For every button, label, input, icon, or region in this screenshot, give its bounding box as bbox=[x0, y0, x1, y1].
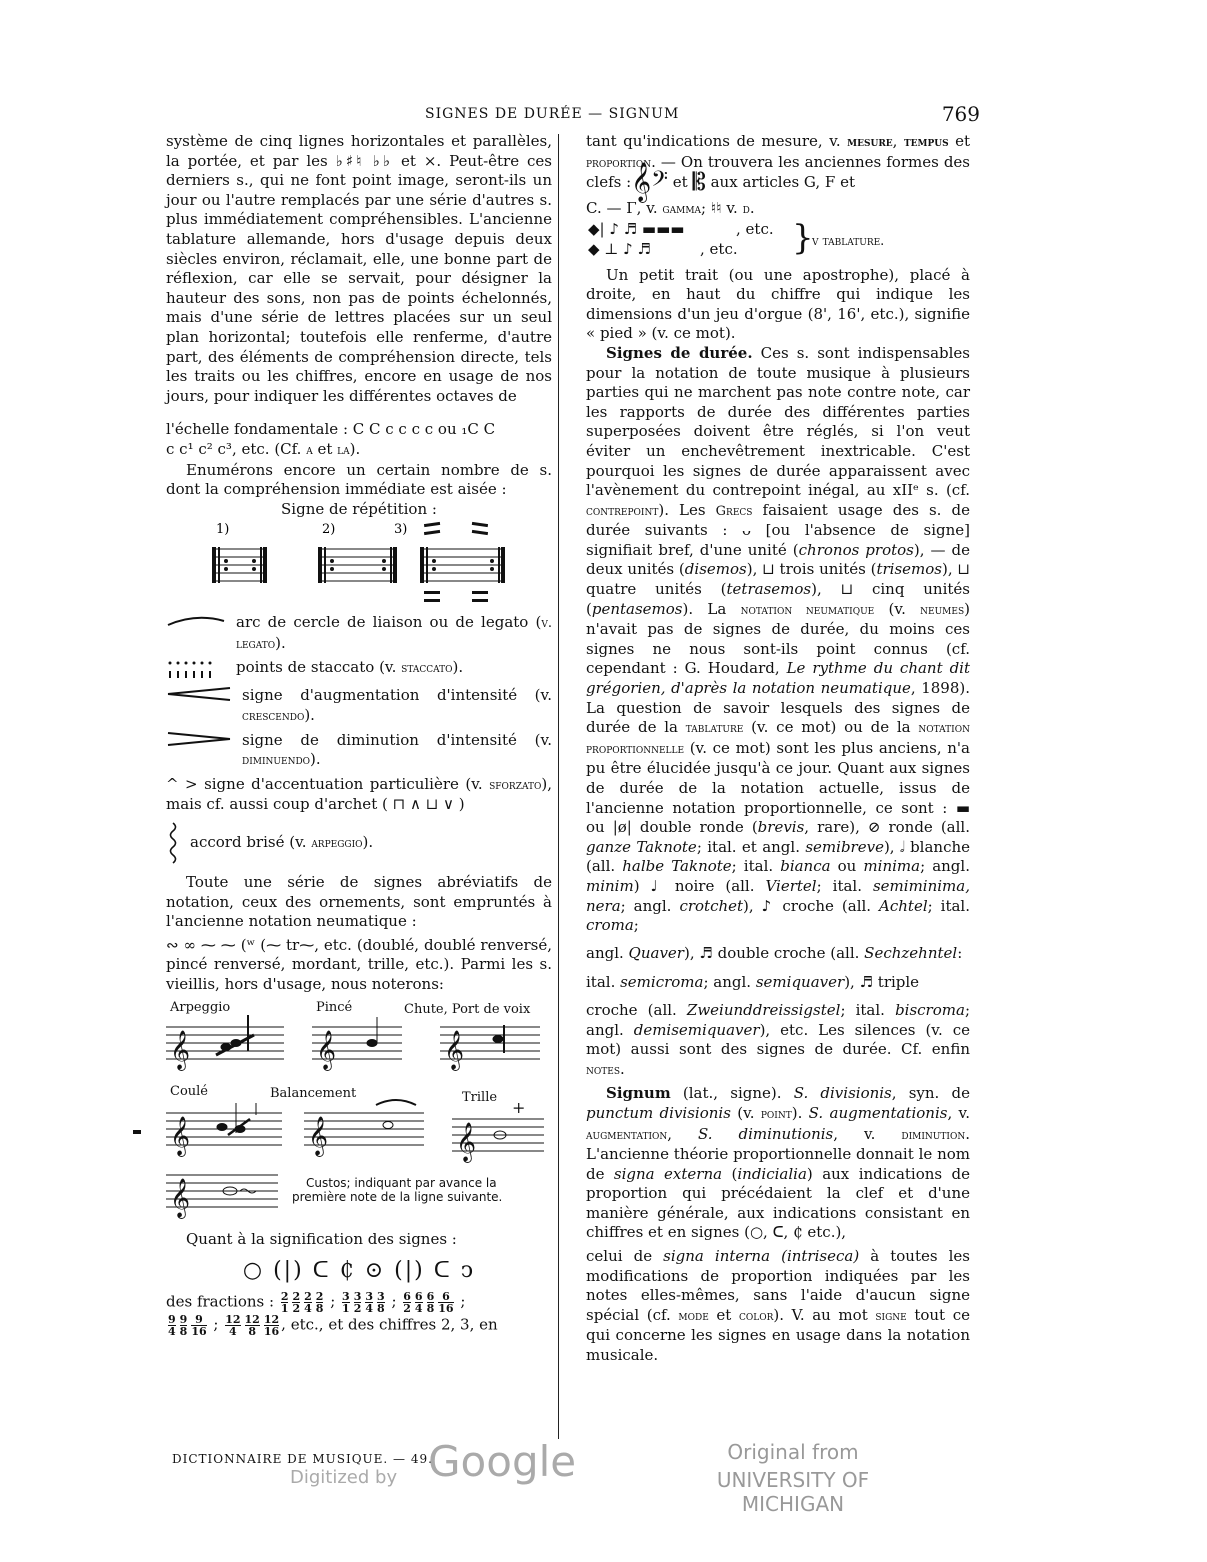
term: tetrasemos bbox=[726, 580, 812, 599]
legato-arc-icon bbox=[166, 613, 226, 627]
text: C. — Γ, v. bbox=[586, 198, 663, 217]
text: signe d'accentuation particulière (v. bbox=[204, 774, 490, 793]
text: et bbox=[312, 439, 338, 458]
term: Sechzehntel bbox=[864, 943, 958, 962]
fraction: $\frac{6}{8}$ bbox=[426, 1289, 435, 1315]
text: ; angl. bbox=[703, 973, 756, 992]
term: Viertel bbox=[765, 876, 817, 895]
crescendo-entry bbox=[166, 686, 552, 726]
footer-signature: DICTIONNAIRE DE MUSIQUE. — 49. bbox=[172, 1452, 433, 1466]
term: semibreve bbox=[805, 837, 884, 856]
left-column bbox=[166, 132, 552, 1337]
book-title: Le rythme du chant dit grégorien, d'après la notation neumatique bbox=[586, 659, 970, 698]
repeat-heading: Signe de répétition : bbox=[281, 499, 437, 518]
accent-icon: ^ > bbox=[166, 774, 205, 793]
text: ou bbox=[830, 857, 864, 876]
term: chronos protos bbox=[798, 540, 914, 559]
text: ; angl. bbox=[620, 896, 680, 915]
text: ; ital. bbox=[840, 1000, 896, 1019]
treble-clef-icon: 𝄞 bbox=[308, 1115, 329, 1156]
text: ) n'avait pas de signes de durée, du moins ces signes ne nous sont-ils point connus (cf. cependant : G. Houdard, bbox=[586, 599, 970, 678]
rep-label-2: 2) bbox=[322, 522, 336, 538]
ref-crescendo: crescendo bbox=[242, 709, 305, 725]
treble-clef-icon: 𝄞 bbox=[170, 1029, 191, 1070]
term: halbe Taknote bbox=[622, 857, 732, 876]
treble-clef-icon: 𝄞 bbox=[444, 1029, 465, 1070]
tab-etc-2: , etc. bbox=[700, 239, 738, 258]
ref-diminution: diminution bbox=[901, 1127, 966, 1143]
arpeggio-text: accord brisé (v. arpeggio). bbox=[190, 833, 374, 852]
sforzato-entry bbox=[166, 775, 552, 815]
ref-color: color bbox=[738, 1308, 774, 1324]
text: c c¹ c² c³, etc. (Cf. bbox=[166, 439, 307, 458]
text: ), 𝅗𝅥 blanche (all. bbox=[586, 837, 971, 876]
term: S. divisionis bbox=[793, 1084, 892, 1103]
diminuendo-hairpin-icon bbox=[166, 731, 232, 747]
ref-diminuendo: diminuendo bbox=[242, 753, 311, 769]
ornaments-figure bbox=[166, 995, 552, 1230]
text: tant qu'indications de mesure, v. bbox=[586, 132, 848, 150]
ref-tempus: tempus bbox=[903, 135, 949, 150]
fraction: $\frac{3}{2}$ bbox=[353, 1289, 362, 1315]
text: (lat., signe). bbox=[670, 1084, 794, 1103]
margin-mark bbox=[133, 1130, 141, 1134]
diminuendo-entry bbox=[166, 731, 552, 771]
staccato-dots-icon bbox=[166, 658, 226, 682]
fraction: $\frac{6}{2}$ bbox=[403, 1289, 411, 1315]
term: minima bbox=[863, 857, 921, 876]
f-clef-icon: 𝄢 bbox=[651, 167, 668, 198]
left-paragraph-2b bbox=[166, 440, 552, 461]
fractions-line bbox=[166, 1291, 552, 1314]
watermark-line-1: Original from bbox=[727, 1440, 859, 1464]
right-paragraph-4 bbox=[586, 344, 970, 936]
ref-mesure: mesure bbox=[847, 135, 893, 150]
right-line-semiquaver bbox=[586, 973, 970, 993]
right-paragraph-9 bbox=[586, 1247, 970, 1366]
text: et bbox=[948, 132, 970, 150]
crescendo-hairpin-icon bbox=[166, 686, 232, 702]
text: ). bbox=[791, 1103, 809, 1122]
ref-sforzato: sforzato bbox=[489, 777, 542, 793]
rep-label-1: 1) bbox=[216, 522, 230, 538]
custos-caption: Custos; indiquant par avance la première note de la ligne suivante. bbox=[292, 1175, 503, 1204]
ref-augmentation: augmentation bbox=[586, 1127, 668, 1143]
tablature-signs-icon: ◆ ⊥ ♪ ♬ bbox=[588, 239, 651, 258]
c-clef-icon: 𝄡 bbox=[692, 168, 706, 197]
fraction: $\frac{12}{8}$ bbox=[244, 1312, 260, 1338]
fraction-list: $\frac{9}{4}$ $\frac{9}{8}$ $\frac{9}{16}$ ; $\frac{12}{4}$ $\frac{12}{8}$ $\frac{12}{16}$ , bbox=[168, 1312, 286, 1338]
scale-line: l'échelle fondamentale : C C c c c c ou ₁C C bbox=[166, 420, 496, 439]
right-paragraph-7 bbox=[586, 1001, 970, 1080]
fraction: $\frac{3}{4}$ bbox=[365, 1289, 374, 1315]
text: à toutes les modifications de proportion indiquées par les notes elles-mêmes, sans l'aide d'aucun signe spécial (cf. bbox=[586, 1247, 970, 1324]
page-header bbox=[160, 104, 980, 130]
ref-d: d bbox=[742, 201, 750, 217]
ref-tablature: v tablature. bbox=[812, 233, 885, 249]
fraction: $\frac{2}{4}$ bbox=[304, 1289, 312, 1315]
ref-mode: mode bbox=[678, 1308, 709, 1324]
ref-staccato: staccato bbox=[401, 661, 453, 677]
text: , rare), ⊘ ronde (all. bbox=[804, 818, 970, 837]
fraction: $\frac{2}{1}$ bbox=[280, 1289, 289, 1315]
fractions-line-2 bbox=[166, 1314, 552, 1337]
text: croche (all. bbox=[586, 1000, 687, 1019]
text: ; ♮♮ v. bbox=[701, 198, 743, 217]
text: ), ⊔ trois unités ( bbox=[746, 560, 877, 579]
fraction: $\frac{3}{8}$ bbox=[377, 1289, 385, 1315]
term: semicroma bbox=[620, 973, 704, 992]
left-paragraph-3: Enumérons encore un certain nombre de s. dont la compréhension immédiate est aisée : bbox=[166, 460, 552, 499]
term: demisemiquaver bbox=[633, 1020, 760, 1039]
ref-signe: signe bbox=[875, 1308, 907, 1324]
brace-icon: } bbox=[792, 217, 814, 258]
term: pentasemos bbox=[591, 599, 683, 618]
ref-tablature: tablature bbox=[685, 721, 744, 737]
left-paragraph-5: Quant à la signification des signes : bbox=[186, 1229, 457, 1248]
text: faisaient usage des s. de durée suivants : ᴗ [ou l'absence de signe] signifiait bref, d'une unité ( bbox=[586, 500, 970, 559]
fraction: $\frac{9}{8}$ bbox=[179, 1312, 188, 1338]
entry-title: Signum bbox=[606, 1084, 671, 1103]
ref-proportion: proportion bbox=[586, 155, 652, 171]
tablature-figure bbox=[586, 217, 970, 264]
ref-notes: notes bbox=[586, 1062, 620, 1078]
term: signa interna (intriseca) bbox=[663, 1247, 860, 1266]
text: ; ital. bbox=[731, 857, 781, 876]
fig-label-arpeggio: Arpeggio bbox=[170, 999, 231, 1015]
text: (v. bbox=[874, 599, 921, 618]
text: celui de bbox=[586, 1247, 664, 1266]
svg-text:+: + bbox=[512, 1097, 526, 1117]
fraction: $\frac{6}{4}$ bbox=[414, 1289, 423, 1315]
entry-title: Signes de durée. bbox=[606, 343, 753, 362]
fraction: $\frac{9}{16}$ bbox=[191, 1312, 207, 1338]
text: ; ital. et angl. bbox=[696, 837, 806, 856]
term: disemos bbox=[684, 560, 747, 579]
fractions-label: des fractions : bbox=[166, 1292, 275, 1311]
text: ( bbox=[722, 1164, 738, 1183]
treble-clef-icon: 𝄞 bbox=[170, 1115, 191, 1156]
term: Quaver bbox=[628, 943, 684, 962]
ornaments-line: ∾ ∞ ⁓ ⁓ (ʷ (⁓ tr⁓, etc. (doublé, doublé renversé, pincé renversé, mordant, trille, etc.). Parmi les s. vieillis, hors d'usage, nous noterons: bbox=[166, 935, 552, 993]
term: Zweiunddreissigstel bbox=[686, 1000, 841, 1019]
ref-point: point bbox=[760, 1106, 792, 1122]
text: ) aux indications de proportion qui précédaient la clef et d'une manière générale, aux indications consistant en chiffres et en signes (○, ᑕ, ₵ etc.), bbox=[586, 1164, 971, 1242]
term: minim bbox=[586, 876, 634, 895]
fraction: $\frac{2}{8}$ bbox=[315, 1289, 324, 1315]
fig-label-chute: Chute, Port de voix bbox=[404, 1001, 531, 1017]
text: ital. bbox=[586, 973, 621, 992]
original-from-watermark bbox=[668, 1440, 918, 1516]
ref-la: la bbox=[337, 442, 350, 458]
ref-legato: v. legato bbox=[236, 616, 552, 652]
legato-entry bbox=[166, 613, 552, 654]
text: ; ital. bbox=[816, 876, 873, 895]
text: ). La bbox=[682, 599, 741, 618]
text: Ces s. sont indispensables pour la notation de toute musique à plusieurs parties qui ne marchent pas note contre note, car les rapports de durée des différentes parties superposées doivent être réglés, si l'on veut éviter un enchevêtrement inextricable. C'est pourquoi les signes de durée apparaissent avec l'avènement du contrepoint inégal, au xIIᵉ s. (cf. bbox=[586, 343, 970, 500]
tab-etc-1: , etc. bbox=[736, 219, 774, 238]
text: aux articles G, F et bbox=[705, 173, 855, 192]
term: punctum divisionis bbox=[586, 1103, 731, 1122]
text: ). V. au mot bbox=[773, 1305, 876, 1324]
text: ), ⊔ cinq unités ( bbox=[586, 580, 970, 618]
ref-neum: notation neumatique bbox=[740, 602, 875, 618]
repeat-signs-figure bbox=[166, 519, 552, 609]
legato-text: arc de cercle de liaison ou de legato (v. legato). bbox=[236, 613, 552, 652]
left-paragraph-4: Toute une série de signes abréviatifs de notation, ceux des ornements, sont empruntés à l'ancienne notation neumatique : bbox=[166, 873, 552, 931]
page-number: 769 bbox=[941, 102, 980, 126]
fraction-list: $\frac{2}{1}$ $\frac{2}{2}$ $\frac{2}{4}$ $\frac{2}{8}$ ; $\frac{3}{1}$ $\frac{3}{2}$ $\frac{3}{4}$ $\frac{3}{8}$ ; $\frac{6}{2}$ $\frac{6}{4}$ $\frac{6}{8}$ $\frac{6}{16}$ ; bbox=[280, 1289, 466, 1315]
term: indicialia bbox=[737, 1164, 807, 1183]
treble-clef-icon: 𝄞 bbox=[170, 1177, 191, 1218]
ref-gamma: gamma bbox=[662, 201, 702, 217]
text: ; bbox=[633, 916, 639, 935]
watermark-logo: Google bbox=[428, 1437, 577, 1486]
text: ), ♬ triple bbox=[844, 973, 920, 992]
term: ganze Taknote bbox=[586, 837, 697, 856]
watermark-small: Digitized by bbox=[290, 1467, 398, 1488]
term: brevis bbox=[757, 818, 805, 837]
term: croma bbox=[586, 916, 634, 935]
right-column bbox=[586, 132, 970, 1366]
ref-arpeggio: arpeggio bbox=[311, 836, 363, 852]
term: Achtel bbox=[879, 896, 928, 915]
text: et bbox=[667, 173, 693, 192]
term: S. augmentationis bbox=[808, 1103, 948, 1122]
text: tout ce qui concerne les signes en usage dans la notation musicale. bbox=[586, 1305, 970, 1365]
text: et bbox=[708, 1305, 739, 1324]
term: crotchet bbox=[679, 896, 744, 915]
term: S. diminutionis bbox=[698, 1124, 834, 1143]
text: signe de diminution d'intensité (v. bbox=[242, 730, 552, 749]
text: . bbox=[620, 1059, 625, 1078]
left-paragraph-2 bbox=[166, 420, 552, 440]
staccato-text: points de staccato (v. staccato). bbox=[236, 658, 464, 677]
column-divider bbox=[558, 134, 559, 1439]
ref-contrepoint: contrepoint bbox=[586, 503, 659, 519]
text: . L'ancienne théorie proportionnelle donnait le nom de bbox=[586, 1124, 970, 1183]
fractions-tail: etc., et des chiffres 2, 3, en bbox=[290, 1315, 498, 1334]
crescendo-text: signe d'augmentation d'intensité (v. crescendo). bbox=[242, 686, 552, 725]
text: ), — de deux unités ( bbox=[586, 540, 971, 579]
text: . — On trouvera les anciennes formes des clefs : bbox=[586, 152, 970, 192]
right-paragraph-2: C. — Γ, v. gamma; ♮♮ v. d. bbox=[586, 198, 755, 217]
right-paragraph-1: tant qu'indications de mesure, v. mesure, tempus et proportion. — On trouvera les anciennes formes des clefs :𝄞𝄢 et 𝄡 aux articles G, F et bbox=[586, 132, 970, 203]
term: biscroma bbox=[895, 1000, 965, 1019]
running-title: SIGNES DE DURÉE — SIGNUM bbox=[425, 106, 680, 122]
ref-notation-prop: notation proportionnelle bbox=[586, 721, 970, 757]
text: ; angl. bbox=[586, 1000, 970, 1039]
g-clef-icon: 𝄞 bbox=[631, 162, 652, 203]
fig-label-pince: Pincé bbox=[316, 999, 353, 1015]
watermark-line-2: UNIVERSITY OF MICHIGAN bbox=[716, 1468, 870, 1516]
fig-label-trille: Trille bbox=[462, 1089, 498, 1105]
text: , 1898). La question de savoir lesquels des signes de durée de la bbox=[586, 679, 970, 737]
text: ), etc. Les silences (v. ce mot) aussi sont des signes de durée. Cf. enfin bbox=[586, 1020, 970, 1059]
text: ; angl. bbox=[920, 857, 970, 876]
fraction: $\frac{3}{1}$ bbox=[342, 1289, 350, 1315]
fraction: $\frac{6}{16}$ bbox=[438, 1289, 454, 1315]
text: ), ♪ croche (all. bbox=[743, 896, 880, 915]
fraction: $\frac{12}{16}$ bbox=[263, 1312, 280, 1338]
ref-grecs: Grecs bbox=[715, 503, 753, 519]
term: semiminima, nera bbox=[586, 876, 970, 915]
arpeggio-wave-icon bbox=[166, 821, 180, 865]
text: ). Les bbox=[658, 500, 716, 519]
right-line-quaver bbox=[586, 944, 970, 964]
text: arc de cercle de liaison ou de legato ( bbox=[236, 613, 542, 632]
fraction: $\frac{2}{2}$ bbox=[292, 1289, 301, 1315]
diminuendo-text: signe de diminution d'intensité (v. diminuendo). bbox=[242, 730, 552, 769]
rep-label-3: 3) bbox=[394, 522, 408, 538]
staccato-entry bbox=[166, 658, 552, 682]
text: points de staccato (v. bbox=[236, 658, 402, 677]
text: (v. ce mot) ou de la bbox=[743, 718, 919, 737]
treble-clef-icon: 𝄞 bbox=[316, 1029, 337, 1070]
right-paragraph-8 bbox=[586, 1084, 970, 1243]
tablature-signs-icon: ◆| ♪ ♬ ▬▬▬ bbox=[588, 219, 685, 238]
text: (v. ce mot) sont les plus anciens, n'a pu être élucidée jusqu'à ce jour. Quant aux signes de durée de la notation actuelle, issus de l'ancienne notation proportionnelle, ce sont : ▬ ou |ø| double ronde ( bbox=[586, 738, 970, 837]
text: : bbox=[957, 943, 963, 962]
term: signa externa bbox=[613, 1164, 723, 1183]
text: ), ♬ double croche (all. bbox=[683, 943, 865, 962]
text: ) ♩ noire (all. bbox=[633, 876, 766, 895]
fraction: $\frac{9}{4}$ bbox=[168, 1312, 176, 1338]
term: bianca bbox=[780, 857, 831, 876]
fig-label-coule: Coulé bbox=[170, 1083, 208, 1099]
text: , v. bbox=[947, 1103, 970, 1122]
text: angl. bbox=[586, 943, 629, 962]
left-paragraph-1: système de cinq lignes horizontales et parallèles, la portée, et par les ♭♯♮ ♭♭ et ×. Peut-être ces derniers s., qui ne font point image, seront-ils un jour ou l'autre remplacés par une série d'autres s. plus immédiatement compréhensibles. L'ancienne tablature allemande, hors d'usage depuis deux siècles environ, réclamait, elle, une bonne part de réflexion, car elle se servait, pour désigner la hauteur des sons, non pas de points échelonnés, mais d'une série de lettres placées sur un seul plan horizontal; toutefois elle renferme, d'autre part, des éléments de compréhension directe, tels les traits ou les chiffres, encore en usage de nos jours, pour indiquer les différentes octaves de bbox=[166, 132, 552, 405]
arpeggio-entry bbox=[166, 821, 552, 865]
term: trisemos bbox=[876, 560, 942, 579]
text: accord brisé (v. bbox=[190, 833, 312, 852]
fraction: $\frac{12}{4}$ bbox=[225, 1312, 241, 1338]
text: , v. bbox=[833, 1124, 902, 1143]
text: ), mais cf. aussi coup d'archet ( ⊓ ∧ ⊔ ∨ ) bbox=[166, 774, 552, 814]
text: ; ital. bbox=[927, 896, 970, 915]
text: , bbox=[667, 1124, 698, 1143]
text: , syn. de bbox=[891, 1084, 970, 1103]
right-paragraph-3: Un petit trait (ou une apostrophe), placé à droite, en haut du chiffre qui indique les dimensions d'un jeu d'orgue (8', 16', etc.), signifie « pied » (v. ce mot). bbox=[586, 265, 970, 343]
term: semiquaver bbox=[755, 973, 845, 992]
treble-clef-icon: 𝄞 bbox=[456, 1121, 477, 1162]
text: (v. bbox=[730, 1103, 761, 1122]
text: ). bbox=[349, 439, 361, 458]
mensural-signs: ○ (|) ᑕ ₵ ⊙ (|) ᑕ ↄ bbox=[242, 1258, 476, 1284]
text: signe d'augmentation d'intensité (v. bbox=[242, 686, 552, 705]
ref-neumes: neumes bbox=[920, 602, 965, 618]
text: ), ⊔ quatre unités ( bbox=[586, 560, 970, 599]
ref-a: a bbox=[306, 442, 313, 458]
fig-label-balancement: Balancement bbox=[270, 1085, 357, 1101]
